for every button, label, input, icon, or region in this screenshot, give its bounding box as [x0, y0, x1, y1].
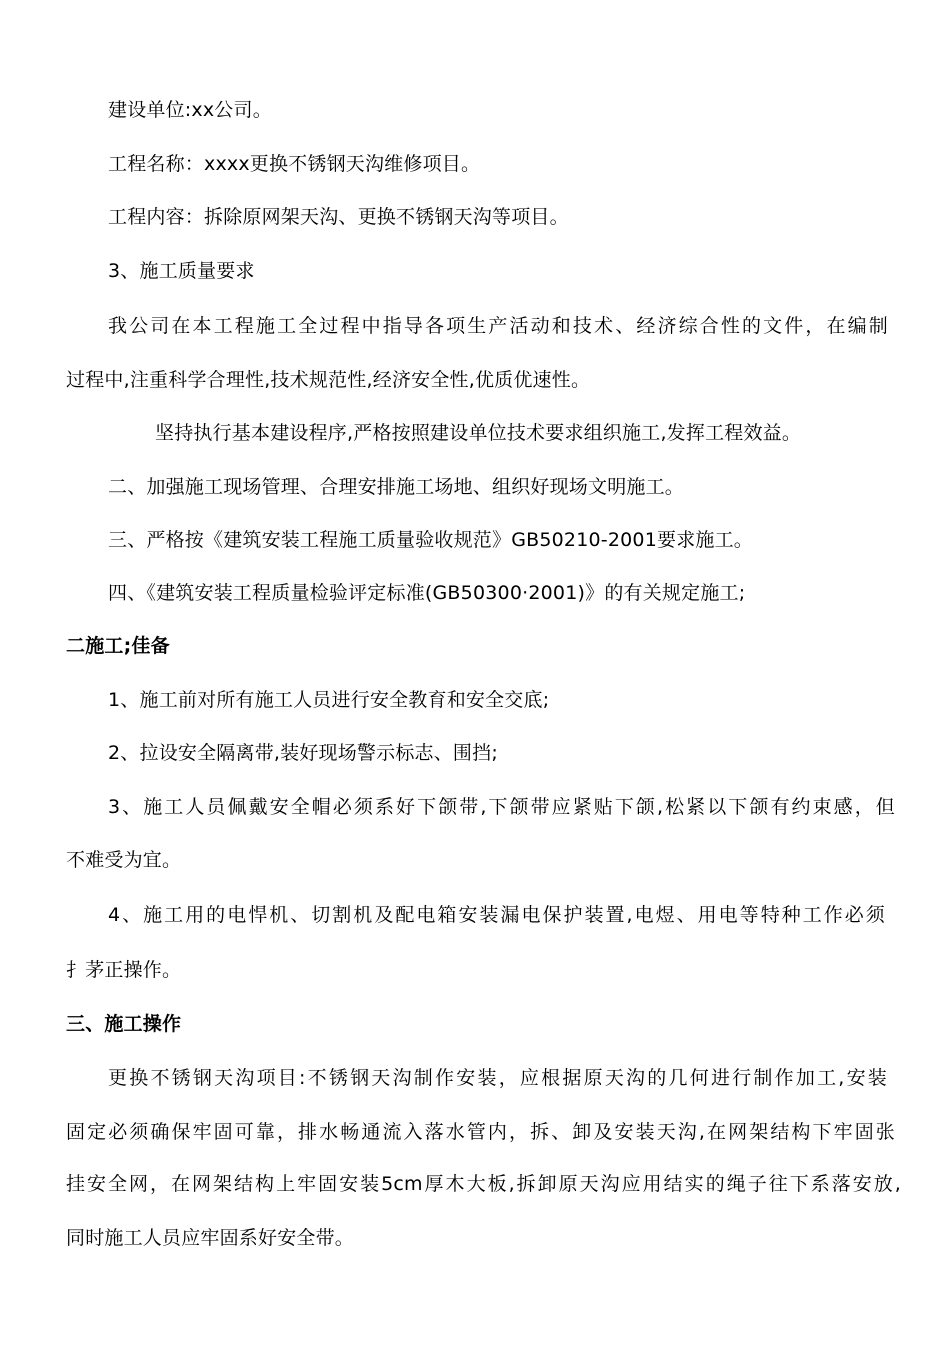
paragraph-line: 挂安全网，在网架结构上牢固安装5cm厚木大板,拆卸原天沟应用结实的绳子往下系落安放,	[66, 1173, 901, 1195]
paragraph-line: 不难受为宜。	[66, 849, 182, 871]
list-item: 四、《建筑安装工程质量检验评定标准(GB50300·2001)》的有关规定施工;	[108, 582, 746, 604]
quality-requirements-heading: 3、施工质量要求	[108, 260, 255, 282]
paragraph-line: 坚持执行基本建设程序,严格按照建设单位技术要求组织施工,发挥工程效益。	[155, 422, 802, 444]
list-item: 2、拉设安全隔离带,装好现场警示标志、围挡;	[108, 742, 498, 764]
list-item: 1、施工前对所有施工人员进行安全教育和安全交底;	[108, 689, 550, 711]
section-heading: 二施工;佳备	[66, 635, 170, 657]
project-content-line: 工程内容：拆除原网架天沟、更换不锈钢天沟等项目。	[108, 206, 569, 228]
list-item: 三、严格按《建筑安装工程施工质量验收规范》GB50210-2001要求施工。	[108, 529, 754, 551]
paragraph-line: 扌茅正操作。	[66, 959, 182, 981]
section-heading: 三、施工操作	[66, 1013, 182, 1035]
paragraph-line: 同时施工人员应牢固系好安全带。	[66, 1227, 355, 1249]
list-item: 3、施工人员佩戴安全帽必须系好下颌带,下颌带应紧贴下颌,松紧以下颌有约束感，但	[108, 796, 895, 818]
paragraph-line: 更换不锈钢天沟项目:不锈钢天沟制作安装，应根据原天沟的几何进行制作加工,安装	[108, 1067, 887, 1089]
construction-unit-line: 建设单位:xx公司。	[108, 99, 272, 121]
list-item: 4、施工用的电悍机、切割机及配电箱安装漏电保护装置,电煜、用电等特种工作必须	[108, 904, 885, 926]
paragraph-line: 固定必须确保牢固可靠，排水畅通流入落水管内，拆、卸及安装天沟,在网架结构下牢固张	[66, 1121, 895, 1143]
list-item: 二、加强施工现场管理、合理安排施工场地、组织好现场文明施工。	[108, 476, 685, 498]
paragraph-line: 我公司在本工程施工全过程中指导各项生产活动和技术、经济综合性的文件，在编制	[108, 315, 888, 337]
paragraph-line: 过程中,注重科学合理性,技术规范性,经济安全性,优质优速性。	[66, 369, 591, 391]
project-name-line: 工程名称：xxxx更换不锈钢天沟维修项目。	[108, 153, 481, 175]
